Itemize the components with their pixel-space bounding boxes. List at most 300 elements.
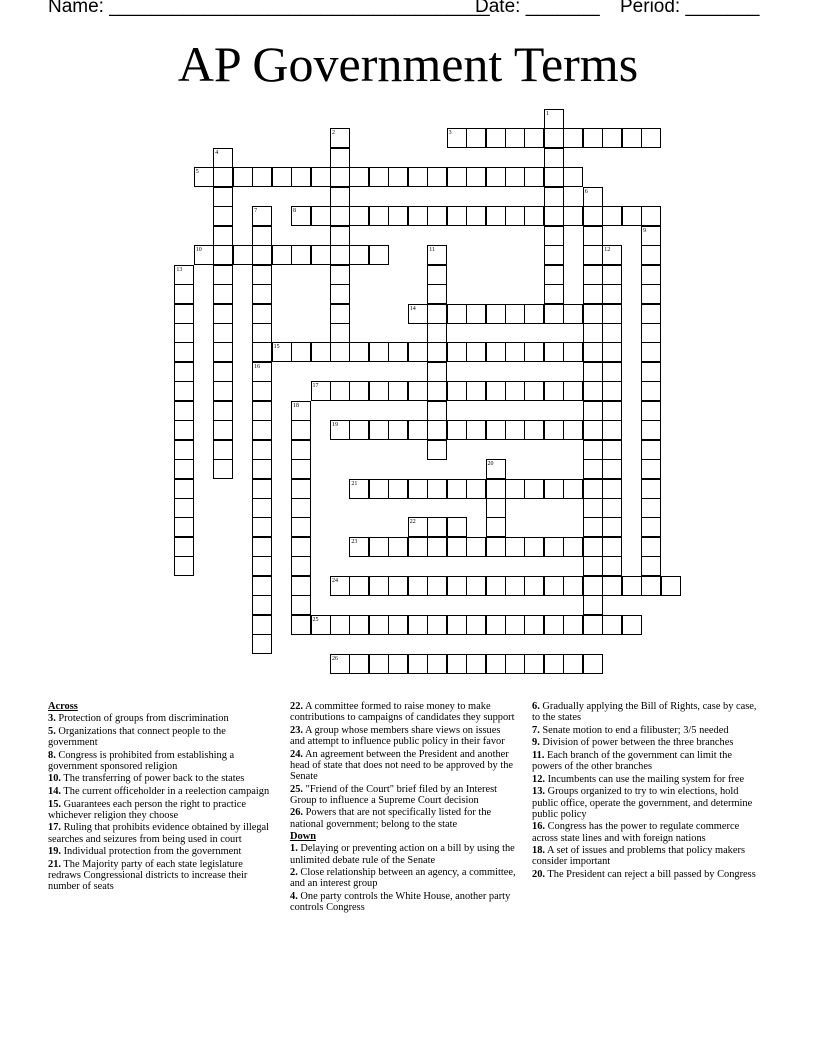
grid-cell[interactable] xyxy=(252,576,272,596)
grid-cell[interactable] xyxy=(330,265,350,285)
grid-cell[interactable] xyxy=(174,362,194,382)
grid-cell[interactable] xyxy=(524,167,544,187)
grid-cell[interactable] xyxy=(330,226,350,246)
grid-cell[interactable] xyxy=(544,128,564,148)
grid-cell[interactable] xyxy=(544,654,564,674)
grid-cell[interactable] xyxy=(583,576,603,596)
grid-cell[interactable] xyxy=(583,537,603,557)
grid-cell[interactable] xyxy=(252,265,272,285)
grid-cell[interactable] xyxy=(408,381,428,401)
grid-cell[interactable] xyxy=(466,167,486,187)
grid-cell[interactable] xyxy=(602,304,622,324)
grid-cell[interactable] xyxy=(291,615,311,635)
grid-cell[interactable] xyxy=(583,401,603,421)
grid-cell[interactable] xyxy=(427,206,447,226)
grid-cell[interactable] xyxy=(427,265,447,285)
grid-cell[interactable] xyxy=(174,440,194,460)
grid-cell[interactable] xyxy=(349,576,369,596)
grid-cell[interactable] xyxy=(486,576,506,596)
grid-cell[interactable] xyxy=(505,654,525,674)
grid-cell[interactable] xyxy=(563,615,583,635)
grid-cell[interactable] xyxy=(641,556,661,576)
grid-cell[interactable] xyxy=(544,576,564,596)
period-field[interactable]: Period: _______ xyxy=(620,0,760,17)
grid-cell[interactable] xyxy=(252,284,272,304)
grid-cell[interactable] xyxy=(213,304,233,324)
grid-cell[interactable] xyxy=(291,167,311,187)
grid-cell[interactable] xyxy=(447,167,467,187)
grid-cell[interactable] xyxy=(544,226,564,246)
grid-cell[interactable] xyxy=(213,226,233,246)
name-field[interactable]: Name: ____________________________________ xyxy=(48,0,490,17)
grid-cell[interactable] xyxy=(641,362,661,382)
grid-cell[interactable] xyxy=(544,167,564,187)
grid-cell[interactable] xyxy=(602,498,622,518)
grid-cell[interactable] xyxy=(486,167,506,187)
grid-cell[interactable] xyxy=(583,498,603,518)
grid-cell[interactable] xyxy=(427,615,447,635)
grid-cell[interactable] xyxy=(563,479,583,499)
grid-cell[interactable] xyxy=(174,401,194,421)
grid-cell[interactable] xyxy=(213,323,233,343)
grid-cell[interactable] xyxy=(583,342,603,362)
grid-cell[interactable] xyxy=(563,304,583,324)
grid-cell[interactable] xyxy=(486,615,506,635)
grid-cell[interactable] xyxy=(447,517,467,537)
grid-cell[interactable] xyxy=(252,556,272,576)
grid-cell[interactable] xyxy=(524,615,544,635)
grid-cell[interactable] xyxy=(544,284,564,304)
grid-cell[interactable] xyxy=(447,420,467,440)
grid-cell[interactable] xyxy=(408,537,428,557)
grid-cell[interactable] xyxy=(330,206,350,226)
grid-cell[interactable] xyxy=(408,342,428,362)
grid-cell[interactable] xyxy=(544,304,564,324)
grid-cell[interactable] xyxy=(544,187,564,207)
grid-cell[interactable] xyxy=(447,615,467,635)
grid-cell[interactable] xyxy=(505,615,525,635)
grid-cell[interactable] xyxy=(427,362,447,382)
grid-cell[interactable] xyxy=(349,245,369,265)
grid-cell[interactable] xyxy=(466,615,486,635)
grid-cell[interactable] xyxy=(602,342,622,362)
grid-cell[interactable] xyxy=(602,479,622,499)
grid-cell[interactable] xyxy=(349,381,369,401)
grid-cell[interactable] xyxy=(330,167,350,187)
grid-cell[interactable] xyxy=(388,342,408,362)
grid-cell[interactable] xyxy=(447,576,467,596)
grid-cell[interactable] xyxy=(388,206,408,226)
grid-cell[interactable] xyxy=(252,226,272,246)
grid-cell[interactable] xyxy=(641,420,661,440)
grid-cell[interactable] xyxy=(602,537,622,557)
grid-cell[interactable] xyxy=(174,498,194,518)
grid-cell[interactable] xyxy=(252,381,272,401)
grid-cell[interactable] xyxy=(563,206,583,226)
grid-cell[interactable] xyxy=(408,167,428,187)
grid-cell[interactable] xyxy=(641,440,661,460)
grid-cell[interactable] xyxy=(174,459,194,479)
grid-cell[interactable] xyxy=(252,167,272,187)
grid-cell[interactable] xyxy=(369,381,389,401)
grid-cell[interactable] xyxy=(291,498,311,518)
grid-cell[interactable] xyxy=(466,342,486,362)
grid-cell[interactable] xyxy=(486,342,506,362)
grid-cell[interactable] xyxy=(641,479,661,499)
grid-cell[interactable] xyxy=(252,440,272,460)
grid-cell[interactable] xyxy=(505,304,525,324)
grid-cell[interactable] xyxy=(583,556,603,576)
grid-cell[interactable] xyxy=(486,479,506,499)
grid-cell[interactable] xyxy=(641,245,661,265)
grid-cell[interactable] xyxy=(388,479,408,499)
grid-cell[interactable] xyxy=(583,323,603,343)
grid-cell[interactable] xyxy=(447,381,467,401)
grid-cell[interactable] xyxy=(505,167,525,187)
grid-cell[interactable] xyxy=(641,537,661,557)
grid-cell[interactable] xyxy=(349,342,369,362)
grid-cell[interactable] xyxy=(544,206,564,226)
grid-cell[interactable] xyxy=(330,323,350,343)
grid-cell[interactable] xyxy=(213,459,233,479)
grid-cell[interactable] xyxy=(544,537,564,557)
grid-cell[interactable] xyxy=(447,537,467,557)
grid-cell[interactable] xyxy=(563,420,583,440)
grid-cell[interactable] xyxy=(427,381,447,401)
grid-cell[interactable] xyxy=(544,342,564,362)
grid-cell[interactable] xyxy=(252,323,272,343)
grid-cell[interactable] xyxy=(583,128,603,148)
grid-cell[interactable] xyxy=(388,381,408,401)
grid-cell[interactable] xyxy=(524,654,544,674)
grid-cell[interactable] xyxy=(213,167,233,187)
grid-cell[interactable] xyxy=(252,342,272,362)
grid-cell[interactable] xyxy=(252,245,272,265)
grid-cell[interactable] xyxy=(661,576,681,596)
grid-cell[interactable] xyxy=(369,342,389,362)
grid-cell[interactable] xyxy=(602,323,622,343)
grid-cell[interactable] xyxy=(369,245,389,265)
grid-cell[interactable] xyxy=(369,479,389,499)
grid-cell[interactable] xyxy=(583,420,603,440)
grid-cell[interactable] xyxy=(349,420,369,440)
grid-cell[interactable] xyxy=(252,537,272,557)
grid-cell[interactable] xyxy=(388,537,408,557)
grid-cell[interactable] xyxy=(427,304,447,324)
grid-cell[interactable] xyxy=(427,420,447,440)
grid-cell[interactable] xyxy=(272,245,292,265)
grid-cell[interactable] xyxy=(272,167,292,187)
grid-cell[interactable] xyxy=(330,615,350,635)
grid-cell[interactable] xyxy=(408,576,428,596)
grid-cell[interactable] xyxy=(427,323,447,343)
grid-cell[interactable] xyxy=(388,576,408,596)
grid-cell[interactable] xyxy=(311,245,331,265)
grid-cell[interactable] xyxy=(291,479,311,499)
grid-cell[interactable] xyxy=(369,537,389,557)
grid-cell[interactable] xyxy=(388,420,408,440)
grid-cell[interactable] xyxy=(213,401,233,421)
grid-cell[interactable] xyxy=(486,517,506,537)
grid-cell[interactable] xyxy=(486,381,506,401)
grid-cell[interactable] xyxy=(466,479,486,499)
grid-cell[interactable] xyxy=(174,284,194,304)
grid-cell[interactable] xyxy=(388,167,408,187)
grid-cell[interactable] xyxy=(544,148,564,168)
grid-cell[interactable] xyxy=(524,342,544,362)
grid-cell[interactable] xyxy=(641,304,661,324)
grid-cell[interactable] xyxy=(427,401,447,421)
grid-cell[interactable] xyxy=(427,440,447,460)
grid-cell[interactable] xyxy=(427,284,447,304)
grid-cell[interactable] xyxy=(408,654,428,674)
grid-cell[interactable] xyxy=(602,420,622,440)
grid-cell[interactable] xyxy=(466,128,486,148)
grid-cell[interactable] xyxy=(583,595,603,615)
grid-cell[interactable] xyxy=(369,615,389,635)
grid-cell[interactable] xyxy=(330,284,350,304)
grid-cell[interactable] xyxy=(252,615,272,635)
grid-cell[interactable] xyxy=(349,167,369,187)
grid-cell[interactable] xyxy=(602,615,622,635)
grid-cell[interactable] xyxy=(291,595,311,615)
grid-cell[interactable] xyxy=(563,654,583,674)
grid-cell[interactable] xyxy=(174,420,194,440)
grid-cell[interactable] xyxy=(213,362,233,382)
grid-cell[interactable] xyxy=(408,206,428,226)
grid-cell[interactable] xyxy=(447,654,467,674)
grid-cell[interactable] xyxy=(505,128,525,148)
grid-cell[interactable] xyxy=(524,381,544,401)
grid-cell[interactable] xyxy=(524,537,544,557)
grid-cell[interactable] xyxy=(563,537,583,557)
grid-cell[interactable] xyxy=(291,342,311,362)
grid-cell[interactable] xyxy=(641,323,661,343)
grid-cell[interactable] xyxy=(641,342,661,362)
grid-cell[interactable] xyxy=(486,498,506,518)
grid-cell[interactable] xyxy=(602,128,622,148)
grid-cell[interactable] xyxy=(641,401,661,421)
grid-cell[interactable] xyxy=(544,245,564,265)
grid-cell[interactable] xyxy=(505,381,525,401)
grid-cell[interactable] xyxy=(447,479,467,499)
grid-cell[interactable] xyxy=(291,517,311,537)
grid-cell[interactable] xyxy=(427,517,447,537)
grid-cell[interactable] xyxy=(174,517,194,537)
grid-cell[interactable] xyxy=(174,479,194,499)
grid-cell[interactable] xyxy=(291,440,311,460)
grid-cell[interactable] xyxy=(602,206,622,226)
grid-cell[interactable] xyxy=(330,342,350,362)
grid-cell[interactable] xyxy=(291,576,311,596)
grid-cell[interactable] xyxy=(583,459,603,479)
grid-cell[interactable] xyxy=(563,167,583,187)
grid-cell[interactable] xyxy=(213,187,233,207)
grid-cell[interactable] xyxy=(311,206,331,226)
grid-cell[interactable] xyxy=(213,440,233,460)
grid-cell[interactable] xyxy=(583,517,603,537)
grid-cell[interactable] xyxy=(174,304,194,324)
grid-cell[interactable] xyxy=(602,284,622,304)
grid-cell[interactable] xyxy=(311,342,331,362)
grid-cell[interactable] xyxy=(641,576,661,596)
grid-cell[interactable] xyxy=(641,498,661,518)
grid-cell[interactable] xyxy=(174,556,194,576)
grid-cell[interactable] xyxy=(544,381,564,401)
grid-cell[interactable] xyxy=(641,265,661,285)
grid-cell[interactable] xyxy=(563,342,583,362)
grid-cell[interactable] xyxy=(641,128,661,148)
grid-cell[interactable] xyxy=(349,654,369,674)
grid-cell[interactable] xyxy=(447,342,467,362)
grid-cell[interactable] xyxy=(524,576,544,596)
grid-cell[interactable] xyxy=(563,576,583,596)
grid-cell[interactable] xyxy=(388,615,408,635)
grid-cell[interactable] xyxy=(408,420,428,440)
grid-cell[interactable] xyxy=(213,342,233,362)
grid-cell[interactable] xyxy=(466,576,486,596)
grid-cell[interactable] xyxy=(291,459,311,479)
grid-cell[interactable] xyxy=(213,420,233,440)
grid-cell[interactable] xyxy=(505,537,525,557)
grid-cell[interactable] xyxy=(174,537,194,557)
grid-cell[interactable] xyxy=(466,304,486,324)
grid-cell[interactable] xyxy=(602,265,622,285)
grid-cell[interactable] xyxy=(505,576,525,596)
grid-cell[interactable] xyxy=(252,420,272,440)
grid-cell[interactable] xyxy=(583,304,603,324)
grid-cell[interactable] xyxy=(330,148,350,168)
grid-cell[interactable] xyxy=(330,187,350,207)
grid-cell[interactable] xyxy=(602,440,622,460)
grid-cell[interactable] xyxy=(602,459,622,479)
grid-cell[interactable] xyxy=(447,304,467,324)
grid-cell[interactable] xyxy=(466,381,486,401)
grid-cell[interactable] xyxy=(641,206,661,226)
grid-cell[interactable] xyxy=(369,167,389,187)
grid-cell[interactable] xyxy=(427,479,447,499)
grid-cell[interactable] xyxy=(524,206,544,226)
grid-cell[interactable] xyxy=(641,284,661,304)
grid-cell[interactable] xyxy=(252,304,272,324)
grid-cell[interactable] xyxy=(427,537,447,557)
grid-cell[interactable] xyxy=(524,479,544,499)
grid-cell[interactable] xyxy=(466,537,486,557)
grid-cell[interactable] xyxy=(583,206,603,226)
grid-cell[interactable] xyxy=(466,420,486,440)
grid-cell[interactable] xyxy=(427,342,447,362)
grid-cell[interactable] xyxy=(486,420,506,440)
grid-cell[interactable] xyxy=(486,654,506,674)
grid-cell[interactable] xyxy=(583,284,603,304)
grid-cell[interactable] xyxy=(486,537,506,557)
grid-cell[interactable] xyxy=(252,498,272,518)
grid-cell[interactable] xyxy=(486,206,506,226)
grid-cell[interactable] xyxy=(233,245,253,265)
grid-cell[interactable] xyxy=(311,167,331,187)
grid-cell[interactable] xyxy=(641,459,661,479)
grid-cell[interactable] xyxy=(408,479,428,499)
grid-cell[interactable] xyxy=(583,245,603,265)
grid-cell[interactable] xyxy=(213,245,233,265)
grid-cell[interactable] xyxy=(622,128,642,148)
grid-cell[interactable] xyxy=(602,362,622,382)
grid-cell[interactable] xyxy=(213,206,233,226)
grid-cell[interactable] xyxy=(213,265,233,285)
grid-cell[interactable] xyxy=(427,167,447,187)
grid-cell[interactable] xyxy=(486,128,506,148)
date-field[interactable]: Date: _______ xyxy=(475,0,600,17)
grid-cell[interactable] xyxy=(641,517,661,537)
grid-cell[interactable] xyxy=(583,381,603,401)
grid-cell[interactable] xyxy=(213,381,233,401)
grid-cell[interactable] xyxy=(505,206,525,226)
grid-cell[interactable] xyxy=(505,420,525,440)
grid-cell[interactable] xyxy=(622,615,642,635)
grid-cell[interactable] xyxy=(505,479,525,499)
grid-cell[interactable] xyxy=(330,304,350,324)
grid-cell[interactable] xyxy=(602,381,622,401)
grid-cell[interactable] xyxy=(447,206,467,226)
grid-cell[interactable] xyxy=(583,440,603,460)
grid-cell[interactable] xyxy=(563,128,583,148)
grid-cell[interactable] xyxy=(427,654,447,674)
grid-cell[interactable] xyxy=(505,342,525,362)
grid-cell[interactable] xyxy=(466,654,486,674)
grid-cell[interactable] xyxy=(291,420,311,440)
grid-cell[interactable] xyxy=(252,479,272,499)
grid-cell[interactable] xyxy=(349,615,369,635)
grid-cell[interactable] xyxy=(583,226,603,246)
grid-cell[interactable] xyxy=(349,206,369,226)
grid-cell[interactable] xyxy=(583,479,603,499)
grid-cell[interactable] xyxy=(544,420,564,440)
grid-cell[interactable] xyxy=(252,401,272,421)
grid-cell[interactable] xyxy=(330,245,350,265)
grid-cell[interactable] xyxy=(583,615,603,635)
grid-cell[interactable] xyxy=(330,381,350,401)
grid-cell[interactable] xyxy=(252,517,272,537)
grid-cell[interactable] xyxy=(427,576,447,596)
grid-cell[interactable] xyxy=(486,304,506,324)
grid-cell[interactable] xyxy=(563,381,583,401)
grid-cell[interactable] xyxy=(602,556,622,576)
grid-cell[interactable] xyxy=(622,576,642,596)
grid-cell[interactable] xyxy=(583,654,603,674)
grid-cell[interactable] xyxy=(583,265,603,285)
grid-cell[interactable] xyxy=(252,459,272,479)
grid-cell[interactable] xyxy=(602,576,622,596)
grid-cell[interactable] xyxy=(252,595,272,615)
grid-cell[interactable] xyxy=(369,420,389,440)
grid-cell[interactable] xyxy=(466,206,486,226)
grid-cell[interactable] xyxy=(524,128,544,148)
grid-cell[interactable] xyxy=(369,576,389,596)
grid-cell[interactable] xyxy=(622,206,642,226)
grid-cell[interactable] xyxy=(641,381,661,401)
grid-cell[interactable] xyxy=(544,265,564,285)
grid-cell[interactable] xyxy=(544,615,564,635)
grid-cell[interactable] xyxy=(252,634,272,654)
grid-cell[interactable] xyxy=(583,362,603,382)
grid-cell[interactable] xyxy=(408,615,428,635)
grid-cell[interactable] xyxy=(544,479,564,499)
grid-cell[interactable] xyxy=(369,206,389,226)
grid-cell[interactable] xyxy=(233,167,253,187)
grid-cell[interactable] xyxy=(524,304,544,324)
grid-cell[interactable] xyxy=(291,245,311,265)
grid-cell[interactable] xyxy=(524,420,544,440)
